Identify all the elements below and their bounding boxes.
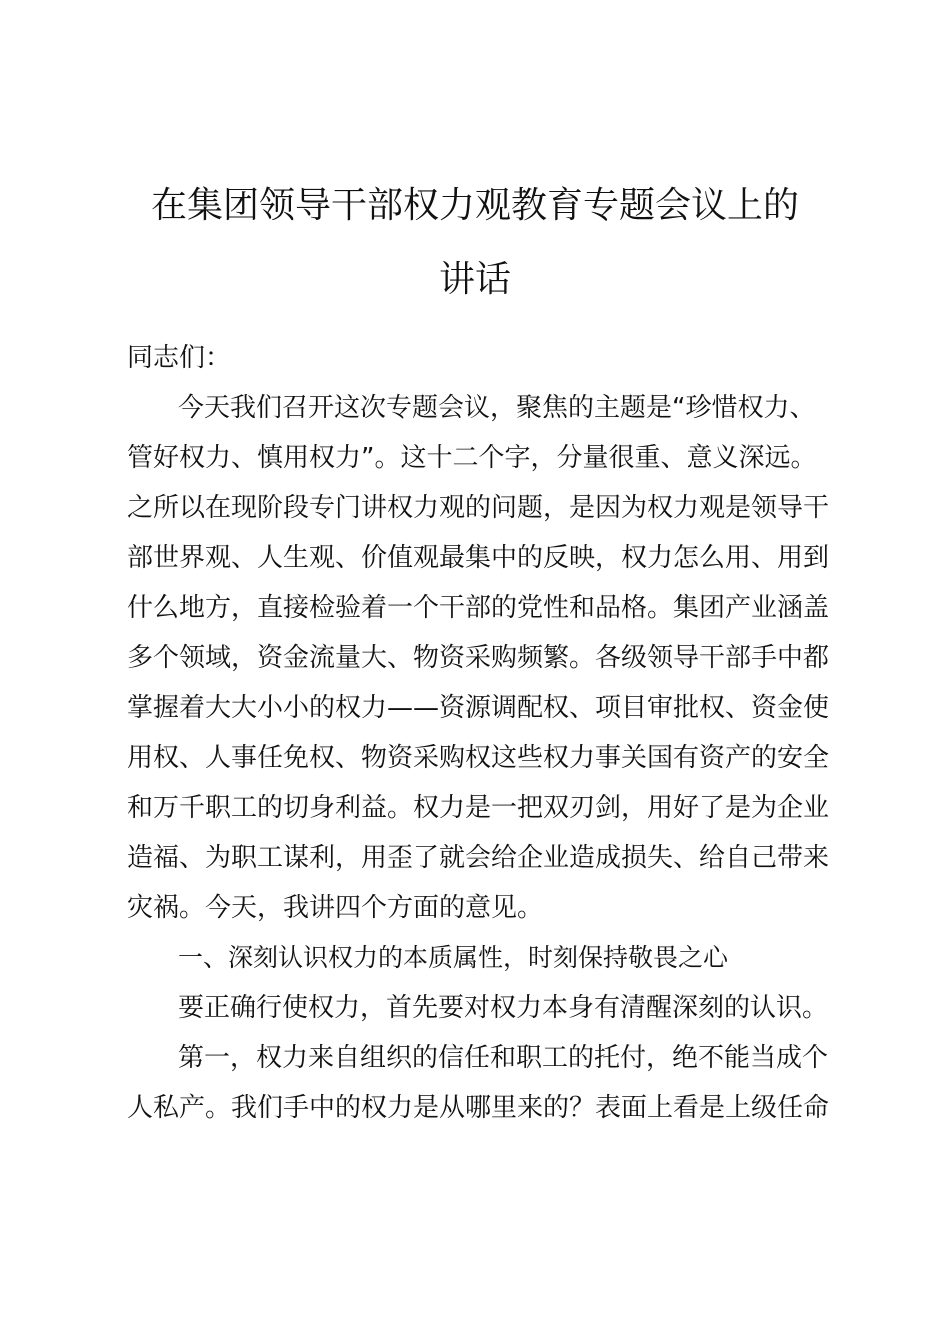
body-line: 多个领域，资金流量大、物资采购频繁。各级领导干部手中都 [127, 643, 830, 673]
body-line: 用权、人事任免权、物资采购权这些权力事关国有资产的安全 [127, 743, 830, 773]
body-line: 之所以在现阶段专门讲权力观的问题，是因为权力观是领导干 [127, 493, 830, 523]
section-heading: 一、深刻认识权力的本质属性，时刻保持敬畏之心 [178, 943, 729, 972]
document-title-line-1: 在集团领导干部权力观教育专题会议上的 [150, 185, 799, 226]
document-title-line-2: 讲话 [438, 259, 511, 300]
body-line: 第一，权力来自组织的信任和职工的托付，绝不能当成个 [178, 1043, 829, 1073]
body-line: 灾祸。今天，我讲四个方面的意见。 [127, 893, 544, 923]
body-line: 今天我们召开这次专题会议，聚焦的主题是“珍惜权力、 [178, 393, 816, 423]
body-line: 人私产。我们手中的权力是从哪里来的？表面上看是上级任命 [127, 1093, 830, 1123]
body-line: 和万千职工的切身利益。权力是一把双刃剑，用好了是为企业 [127, 793, 830, 823]
body-line: 掌握着大大小小的权力——资源调配权、项目审批权、资金使 [127, 693, 830, 723]
body-line: 管好权力、慎用权力”。这十二个字，分量很重、意义深远。 [127, 443, 817, 473]
body-line: 部世界观、人生观、价值观最集中的反映，权力怎么用、用到 [127, 543, 830, 573]
body-line: 造福、为职工谋利，用歪了就会给企业造成损失、给自己带来 [127, 843, 830, 873]
section-intro: 要正确行使权力，首先要对权力本身有清醒深刻的认识。 [178, 993, 829, 1023]
body-line: 什么地方，直接检验着一个干部的党性和品格。集团产业涵盖 [127, 593, 830, 623]
salutation: 同志们： [127, 343, 232, 373]
